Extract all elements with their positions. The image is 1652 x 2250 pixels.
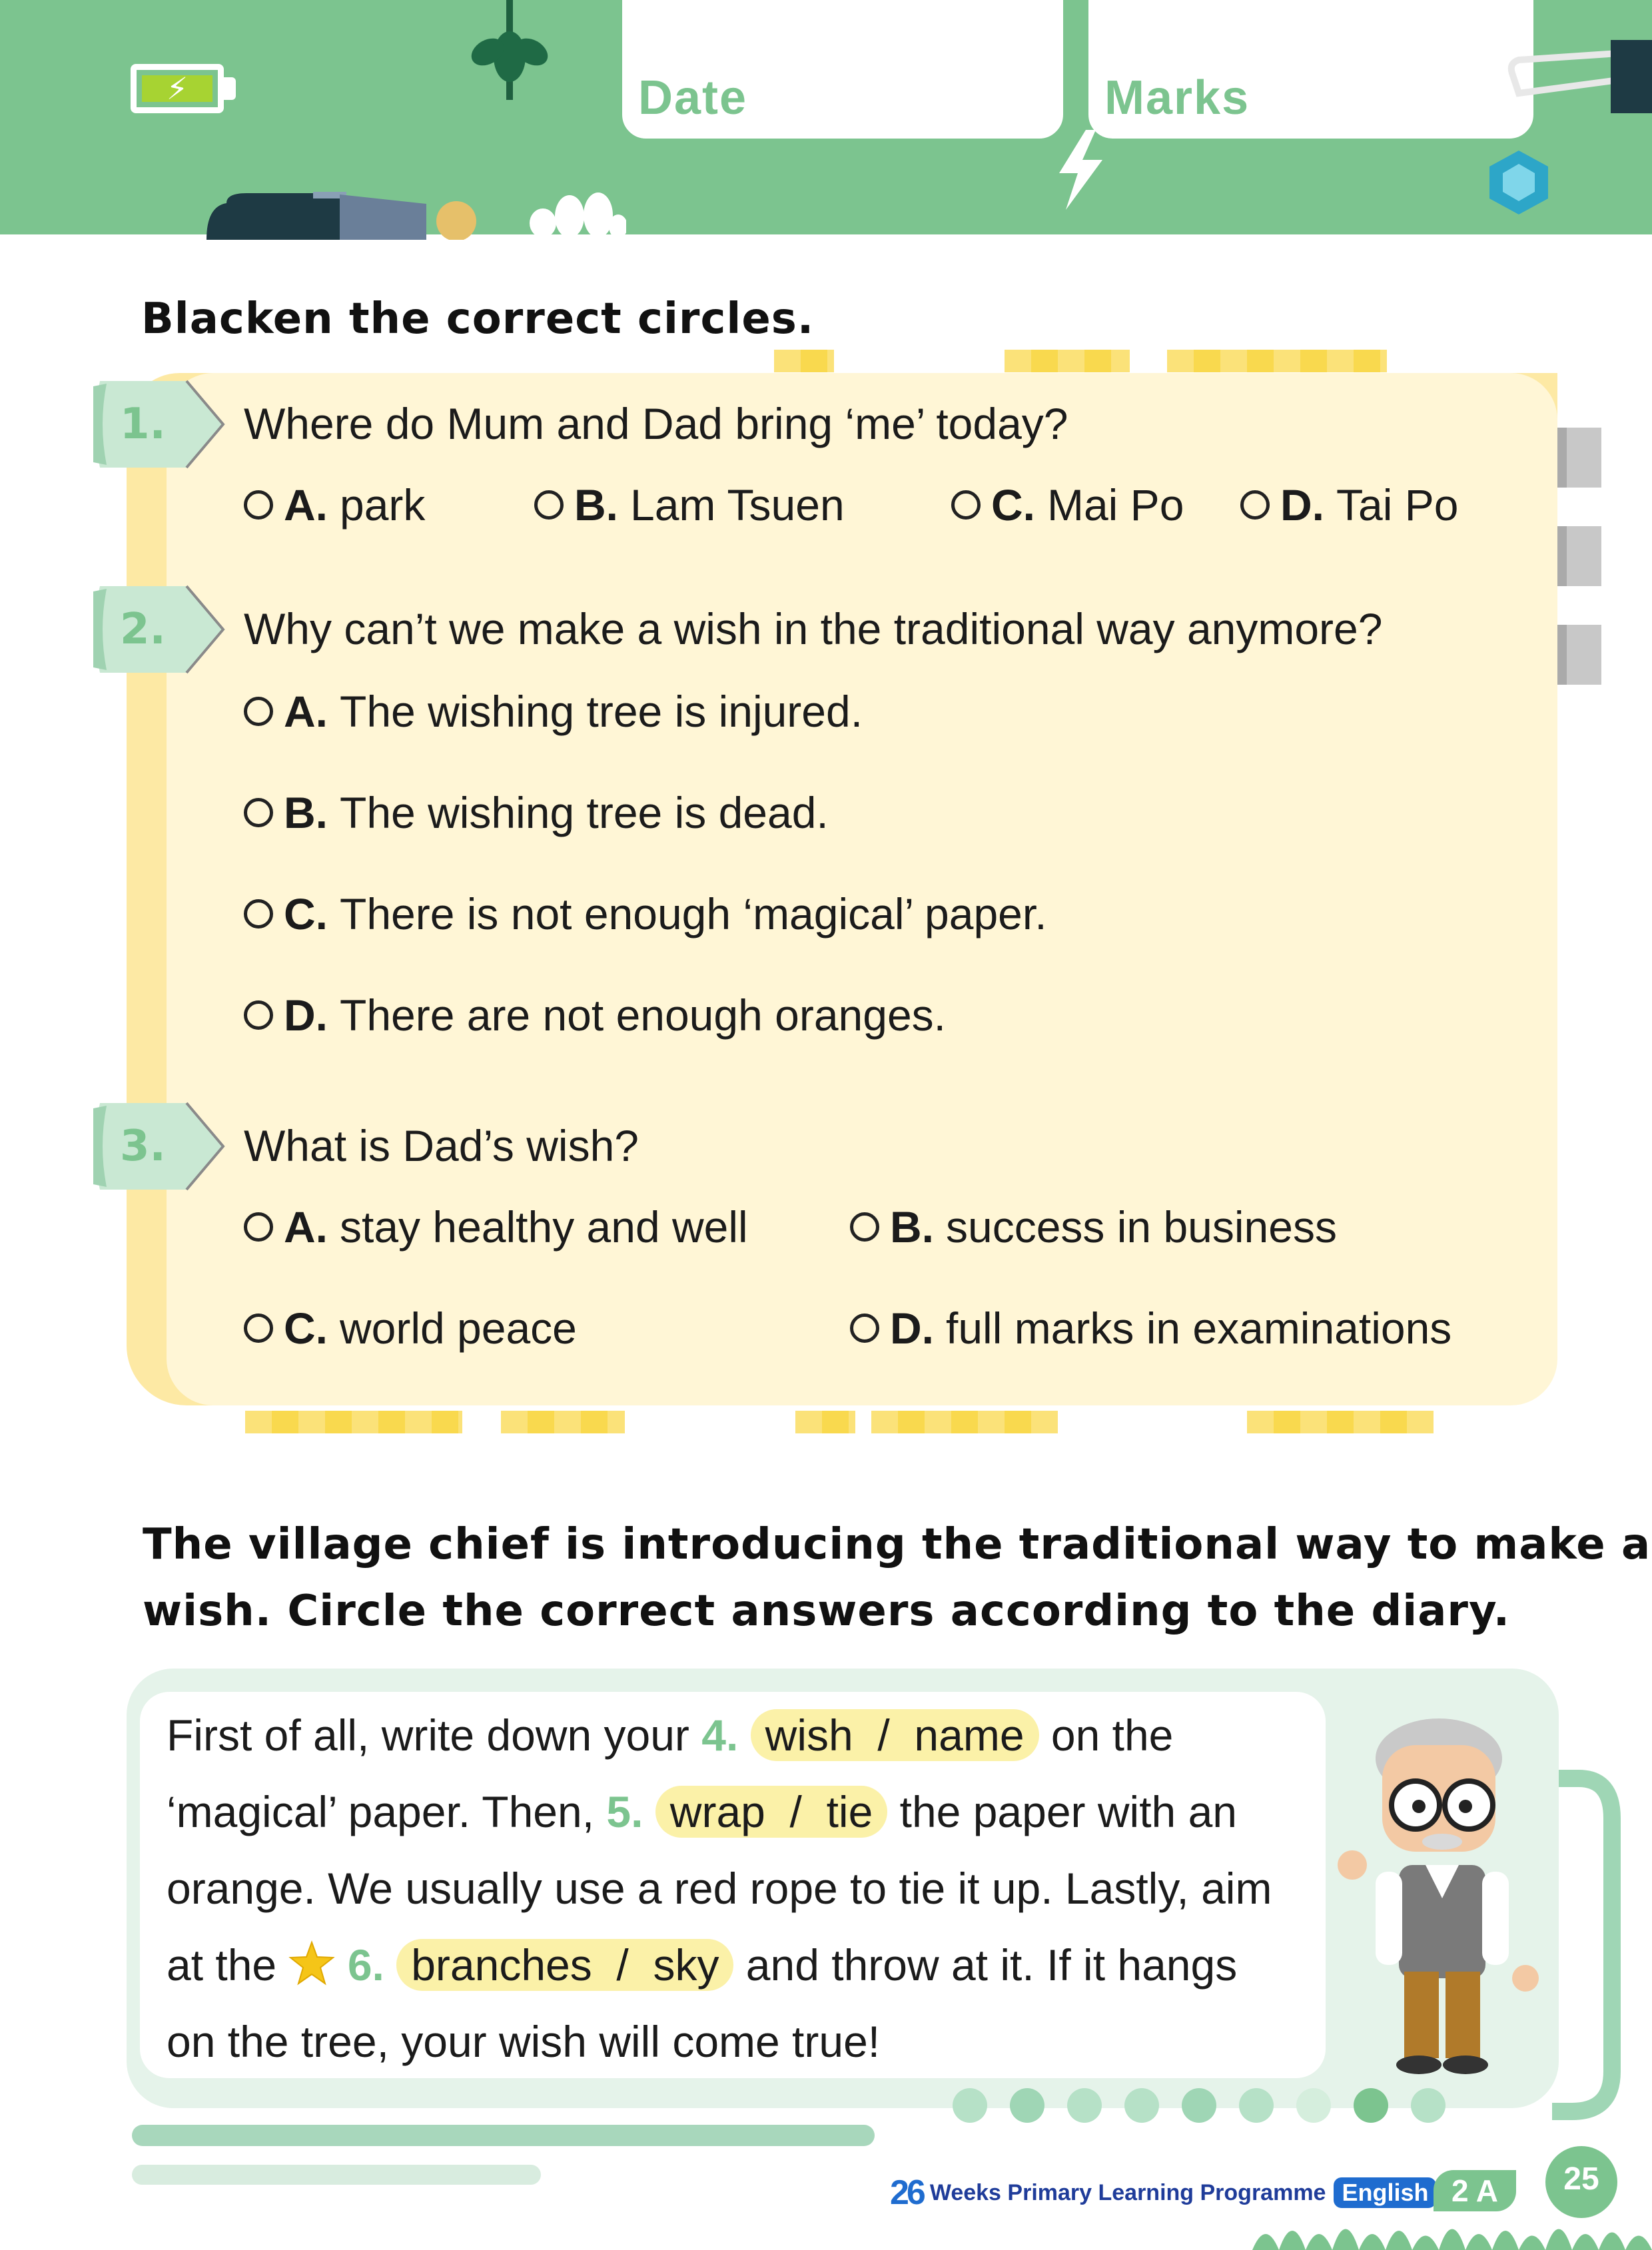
choice-6-sky[interactable]: sky: [653, 1940, 719, 1990]
choice-4[interactable]: wish / name: [751, 1709, 1039, 1761]
tape: [1247, 1411, 1434, 1433]
tape: [795, 1411, 855, 1433]
pen-icon: [206, 180, 486, 240]
marks-label: Marks: [1104, 71, 1250, 125]
battery-tip: [224, 77, 236, 100]
paragraph-line-5: on the tree, your wish will come true!: [167, 2017, 881, 2066]
paragraph-line-1: First of all, write down your 4. wish / name on the: [167, 1710, 1174, 1760]
battery-icon: ⚡: [131, 64, 224, 113]
star-icon: [288, 1940, 335, 1987]
answer-circle[interactable]: [244, 490, 273, 520]
date-label: Date: [638, 71, 748, 125]
gem-icon: [1484, 148, 1553, 217]
grass-decoration: [1252, 2198, 1652, 2250]
q2-option-d[interactable]: D. There are not enough oranges.: [244, 990, 946, 1040]
leaf-icon: [466, 0, 553, 100]
date-box[interactable]: [620, 0, 1066, 141]
answer-circle[interactable]: [244, 1212, 273, 1242]
progress-dot: [1124, 2088, 1159, 2123]
question-3-badge: [87, 1096, 226, 1196]
choice-4-name[interactable]: name: [914, 1710, 1025, 1760]
panel-tab: [1557, 526, 1601, 586]
q1-option-c[interactable]: C. Mai Po: [951, 480, 1184, 530]
progress-dot: [1010, 2088, 1044, 2123]
choice-6-branches[interactable]: branches: [411, 1940, 592, 1990]
tape: [774, 350, 834, 372]
q3-option-a[interactable]: A. stay healthy and well: [244, 1202, 748, 1252]
question-2-badge: [87, 579, 226, 679]
blank-6-number: 6.: [347, 1940, 384, 1990]
q3-option-b[interactable]: B. success in business: [850, 1202, 1337, 1252]
progress-dot: [1239, 2088, 1274, 2123]
choice-5-wrap[interactable]: wrap: [669, 1787, 765, 1836]
q1-option-b[interactable]: B. Lam Tsuen: [534, 480, 845, 530]
tape: [245, 1411, 462, 1433]
paragraph-line-4: at the 6. branches / sky and throw at it. If it hangs: [167, 1940, 1238, 1990]
question-3-number: 3.: [120, 1122, 166, 1171]
choice-6[interactable]: branches / sky: [396, 1939, 733, 1991]
question-3-text: What is Dad’s wish?: [244, 1121, 639, 1170]
paragraph-line-2: ‘magical’ paper. Then, 5. wrap / tie the paper with an: [167, 1787, 1237, 1836]
blank-4-number: 4.: [701, 1710, 739, 1760]
question-1-badge: [87, 374, 226, 474]
answer-circle[interactable]: [1240, 490, 1270, 520]
answer-circle[interactable]: [244, 899, 273, 929]
tape: [1005, 350, 1130, 372]
choice-5[interactable]: wrap / tie: [655, 1786, 888, 1838]
q2-option-c[interactable]: C. There is not enough ‘magical’ paper.: [244, 889, 1047, 939]
answer-circle[interactable]: [244, 798, 273, 827]
decorative-bar: [132, 2165, 541, 2185]
answer-circle[interactable]: [534, 490, 564, 520]
panel-tab: [1557, 428, 1601, 488]
choice-5-tie[interactable]: tie: [826, 1787, 873, 1836]
q2-option-b[interactable]: B. The wishing tree is dead.: [244, 787, 829, 838]
instruction-2-line1: The village chief is introducing the traditional way to make a: [143, 1520, 1651, 1569]
grade-badge: 2 A: [1434, 2170, 1516, 2211]
progress-dot: [1354, 2088, 1388, 2123]
progress-dot: [1411, 2088, 1446, 2123]
tape: [1167, 350, 1387, 372]
instruction-1: Blacken the correct circles.: [141, 294, 815, 344]
q2-option-a[interactable]: A. The wishing tree is injured.: [244, 686, 863, 737]
progress-dot: [1296, 2088, 1331, 2123]
instruction-2-line2: wish. Circle the correct answers according to the diary.: [143, 1587, 1511, 1636]
programme-name: Weeks Primary Learning Programme: [929, 2179, 1326, 2205]
question-1-text: Where do Mum and Dad bring ‘me’ today?: [244, 399, 1068, 448]
answer-circle[interactable]: [244, 1000, 273, 1030]
tape: [871, 1411, 1058, 1433]
progress-dot: [953, 2088, 987, 2123]
progress-dot: [1067, 2088, 1102, 2123]
answer-circle[interactable]: [951, 490, 981, 520]
answer-circle[interactable]: [850, 1313, 879, 1343]
lightning-icon: [1046, 130, 1112, 210]
answer-circle[interactable]: [850, 1212, 879, 1242]
diary-paragraph: [167, 1697, 1312, 2080]
q1-option-d[interactable]: D. Tai Po: [1240, 480, 1458, 530]
panel-tab: [1557, 625, 1601, 685]
marks-box[interactable]: [1086, 0, 1536, 141]
q3-option-c[interactable]: C. world peace: [244, 1303, 577, 1353]
page-number: 25: [1545, 2146, 1617, 2218]
programme-logo: 26: [890, 2173, 923, 2212]
question-2-number: 2.: [120, 605, 166, 654]
q1-option-a[interactable]: A. park: [244, 480, 425, 530]
subject-badge: English: [1334, 2177, 1436, 2208]
binder-clip-icon: [1505, 33, 1652, 120]
paragraph-line-3: orange. We usually use a red rope to tie it up. Lastly, aim: [167, 1864, 1272, 1913]
choice-4-wish[interactable]: wish: [765, 1710, 853, 1760]
progress-dot: [1182, 2088, 1216, 2123]
blank-5-number: 5.: [606, 1787, 643, 1836]
paw-icon: [526, 190, 626, 236]
question-2-text: Why can’t we make a wish in the traditional way anymore?: [244, 604, 1383, 653]
decorative-bar: [132, 2125, 875, 2146]
question-1-number: 1.: [120, 400, 166, 449]
answer-circle[interactable]: [244, 1313, 273, 1343]
answer-circle[interactable]: [244, 697, 273, 726]
village-chief-illustration: [1326, 1705, 1552, 2078]
tape: [501, 1411, 625, 1433]
q3-option-d[interactable]: D. full marks in examinations: [850, 1303, 1451, 1353]
